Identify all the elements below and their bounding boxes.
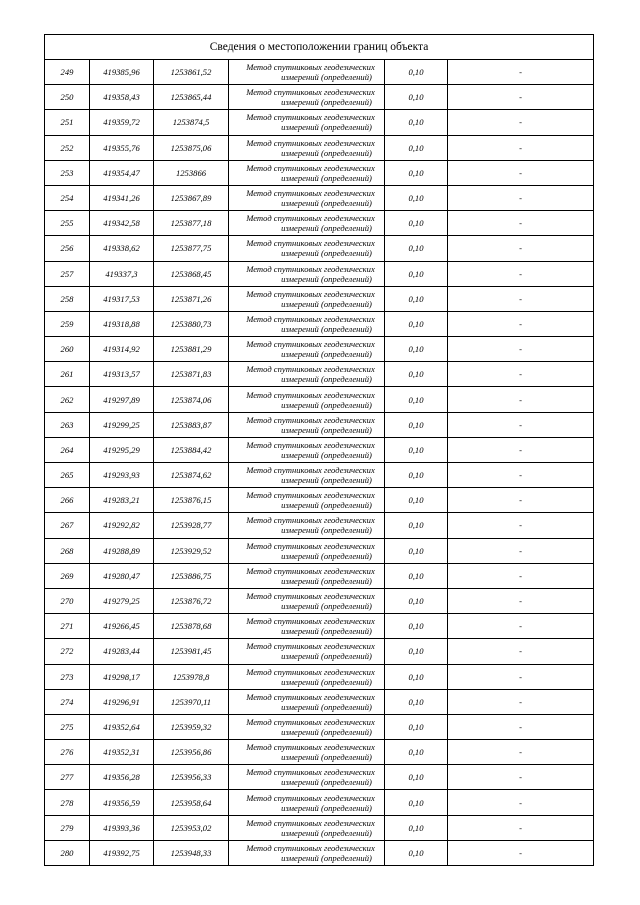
- method-line-2: измерений (определений): [281, 374, 372, 385]
- method-line-2: измерений (определений): [281, 97, 372, 108]
- precision: 0,10: [385, 85, 448, 110]
- table-row: [45, 488, 594, 513]
- method-cell: [229, 211, 385, 236]
- coordinate-y: 1253876,15: [154, 488, 229, 513]
- description-dash: -: [448, 463, 594, 488]
- description-dash: -: [448, 614, 594, 639]
- point-number: 270: [45, 588, 90, 613]
- coordinate-y: 1253956,33: [154, 765, 229, 790]
- method-line-1: Метод спутниковых геодезических: [246, 137, 375, 148]
- table-row: [45, 614, 594, 639]
- table-row: [45, 765, 594, 790]
- method-cell: [229, 588, 385, 613]
- point-number: 276: [45, 740, 90, 765]
- method-line-2: измерений (определений): [281, 475, 372, 486]
- method-line-1: Метод спутниковых геодезических: [246, 288, 375, 299]
- coordinate-x: 419288,89: [90, 538, 154, 563]
- description-dash: -: [448, 815, 594, 840]
- description-dash: -: [448, 60, 594, 85]
- method-line-2: измерений (определений): [281, 172, 372, 183]
- coordinate-y: 1253958,64: [154, 790, 229, 815]
- description-dash: -: [448, 387, 594, 412]
- method-line-2: измерений (определений): [281, 424, 372, 435]
- point-number: 256: [45, 236, 90, 261]
- precision: 0,10: [385, 790, 448, 815]
- precision: 0,10: [385, 261, 448, 286]
- table-row: [45, 261, 594, 286]
- coordinate-x: 419356,59: [90, 790, 154, 815]
- coordinate-y: 1253874,06: [154, 387, 229, 412]
- method-line-1: Метод спутниковых геодезических: [246, 313, 375, 324]
- table-row: [45, 311, 594, 336]
- description-dash: -: [448, 689, 594, 714]
- point-number: 265: [45, 463, 90, 488]
- method-cell: [229, 160, 385, 185]
- description-dash: -: [448, 412, 594, 437]
- description-dash: -: [448, 185, 594, 210]
- table-row: [45, 664, 594, 689]
- method-cell: [229, 261, 385, 286]
- coordinate-x: 419352,64: [90, 714, 154, 739]
- table-row: [45, 286, 594, 311]
- method-line-1: Метод спутниковых геодезических: [246, 616, 375, 627]
- coordinate-y: 1253956,86: [154, 740, 229, 765]
- coordinate-y: 1253953,02: [154, 815, 229, 840]
- method-line-2: измерений (определений): [281, 323, 372, 334]
- coordinate-x: 419283,44: [90, 639, 154, 664]
- coordinate-y: 1253884,42: [154, 437, 229, 462]
- coordinate-x: 419283,21: [90, 488, 154, 513]
- coordinate-x: 419341,26: [90, 185, 154, 210]
- description-dash: -: [448, 110, 594, 135]
- table-row: [45, 85, 594, 110]
- description-dash: -: [448, 513, 594, 538]
- method-line-1: Метод спутниковых геодезических: [246, 414, 375, 425]
- method-line-2: измерений (определений): [281, 726, 372, 737]
- coordinate-x: 419356,28: [90, 765, 154, 790]
- table-row: [45, 790, 594, 815]
- coordinate-y: 1253929,52: [154, 538, 229, 563]
- table-row: [45, 110, 594, 135]
- coordinate-y: 1253865,44: [154, 85, 229, 110]
- description-dash: -: [448, 337, 594, 362]
- method-line-1: Метод спутниковых геодезических: [246, 565, 375, 576]
- description-dash: -: [448, 563, 594, 588]
- method-line-1: Метод спутниковых геодезических: [246, 792, 375, 803]
- table-row: [45, 211, 594, 236]
- coordinate-x: 419314,92: [90, 337, 154, 362]
- precision: 0,10: [385, 488, 448, 513]
- point-number: 275: [45, 714, 90, 739]
- method-line-2: измерений (определений): [281, 550, 372, 561]
- point-number: 259: [45, 311, 90, 336]
- method-line-1: Метод спутниковых геодезических: [246, 666, 375, 677]
- method-line-1: Метод спутниковых геодезических: [246, 641, 375, 652]
- method-line-2: измерений (определений): [281, 701, 372, 712]
- coordinate-y: 1253871,26: [154, 286, 229, 311]
- method-cell: [229, 714, 385, 739]
- coordinate-y: 1253948,33: [154, 840, 229, 865]
- point-number: 277: [45, 765, 90, 790]
- coordinate-y: 1253886,75: [154, 563, 229, 588]
- method-line-1: Метод спутниковых геодезических: [246, 87, 375, 98]
- coordinate-x: 419337,3: [90, 261, 154, 286]
- method-line-2: измерений (определений): [281, 500, 372, 511]
- coordinate-x: 419298,17: [90, 664, 154, 689]
- description-dash: -: [448, 160, 594, 185]
- coordinate-y: 1253867,89: [154, 185, 229, 210]
- method-cell: [229, 463, 385, 488]
- method-line-2: измерений (определений): [281, 273, 372, 284]
- method-cell: [229, 387, 385, 412]
- table-row: [45, 185, 594, 210]
- description-dash: -: [448, 286, 594, 311]
- method-cell: [229, 236, 385, 261]
- precision: 0,10: [385, 639, 448, 664]
- method-line-2: измерений (определений): [281, 601, 372, 612]
- coordinate-x: 419266,45: [90, 614, 154, 639]
- coordinate-x: 419355,76: [90, 135, 154, 160]
- precision: 0,10: [385, 311, 448, 336]
- method-line-1: Метод спутниковых геодезических: [246, 364, 375, 375]
- table-row: [45, 639, 594, 664]
- point-number: 274: [45, 689, 90, 714]
- coordinate-y: 1253883,87: [154, 412, 229, 437]
- method-line-1: Метод спутниковых геодезических: [246, 162, 375, 173]
- method-cell: [229, 815, 385, 840]
- method-line-1: Метод спутниковых геодезических: [246, 591, 375, 602]
- method-line-1: Метод спутниковых геодезических: [246, 842, 375, 853]
- table-row: [45, 689, 594, 714]
- description-dash: -: [448, 538, 594, 563]
- table-row: [45, 588, 594, 613]
- description-dash: -: [448, 664, 594, 689]
- coordinate-x: 419338,62: [90, 236, 154, 261]
- description-dash: -: [448, 311, 594, 336]
- method-line-2: измерений (определений): [281, 525, 372, 536]
- method-line-2: измерений (определений): [281, 198, 372, 209]
- description-dash: -: [448, 740, 594, 765]
- precision: 0,10: [385, 135, 448, 160]
- description-dash: -: [448, 236, 594, 261]
- coordinate-x: 419295,29: [90, 437, 154, 462]
- precision: 0,10: [385, 185, 448, 210]
- coordinate-x: 419352,31: [90, 740, 154, 765]
- method-line-2: измерений (определений): [281, 651, 372, 662]
- point-number: 278: [45, 790, 90, 815]
- point-number: 272: [45, 639, 90, 664]
- coordinate-y: 1253874,5: [154, 110, 229, 135]
- precision: 0,10: [385, 362, 448, 387]
- coordinate-x: 419393,36: [90, 815, 154, 840]
- coordinate-x: 419342,58: [90, 211, 154, 236]
- coordinate-x: 419318,88: [90, 311, 154, 336]
- method-line-1: Метод спутниковых геодезических: [246, 742, 375, 753]
- method-line-2: измерений (определений): [281, 852, 372, 863]
- precision: 0,10: [385, 60, 448, 85]
- method-line-2: измерений (определений): [281, 248, 372, 259]
- method-line-2: измерений (определений): [281, 122, 372, 133]
- coordinate-x: 419279,25: [90, 588, 154, 613]
- table-row: [45, 563, 594, 588]
- point-number: 267: [45, 513, 90, 538]
- coordinate-x: 419293,93: [90, 463, 154, 488]
- point-number: 254: [45, 185, 90, 210]
- method-line-2: измерений (определений): [281, 802, 372, 813]
- method-line-1: Метод спутниковых геодезических: [246, 716, 375, 727]
- point-number: 263: [45, 412, 90, 437]
- method-cell: [229, 765, 385, 790]
- precision: 0,10: [385, 337, 448, 362]
- method-cell: [229, 488, 385, 513]
- table-row: [45, 840, 594, 865]
- method-cell: [229, 311, 385, 336]
- precision: 0,10: [385, 513, 448, 538]
- description-dash: -: [448, 790, 594, 815]
- coordinate-y: 1253868,45: [154, 261, 229, 286]
- method-line-2: измерений (определений): [281, 298, 372, 309]
- precision: 0,10: [385, 538, 448, 563]
- method-cell: [229, 286, 385, 311]
- method-cell: [229, 513, 385, 538]
- precision: 0,10: [385, 689, 448, 714]
- method-line-2: измерений (определений): [281, 676, 372, 687]
- boundary-coordinates-table: [44, 34, 594, 866]
- point-number: 252: [45, 135, 90, 160]
- method-cell: [229, 614, 385, 639]
- precision: 0,10: [385, 815, 448, 840]
- coordinate-y: 1253877,75: [154, 236, 229, 261]
- point-number: 268: [45, 538, 90, 563]
- point-number: 258: [45, 286, 90, 311]
- coordinate-x: 419354,47: [90, 160, 154, 185]
- method-cell: [229, 60, 385, 85]
- precision: 0,10: [385, 614, 448, 639]
- table-row: [45, 538, 594, 563]
- precision: 0,10: [385, 740, 448, 765]
- table-row: [45, 387, 594, 412]
- description-dash: -: [448, 437, 594, 462]
- method-line-2: измерений (определений): [281, 349, 372, 360]
- coordinate-y: 1253861,52: [154, 60, 229, 85]
- method-cell: [229, 412, 385, 437]
- precision: 0,10: [385, 714, 448, 739]
- precision: 0,10: [385, 765, 448, 790]
- method-line-1: Метод спутниковых геодезических: [246, 389, 375, 400]
- table-row: [45, 463, 594, 488]
- method-line-1: Метод спутниковых геодезических: [246, 817, 375, 828]
- table-row: [45, 160, 594, 185]
- method-line-1: Метод спутниковых геодезических: [246, 339, 375, 350]
- table-row: [45, 412, 594, 437]
- coordinate-y: 1253959,32: [154, 714, 229, 739]
- method-cell: [229, 538, 385, 563]
- method-line-2: измерений (определений): [281, 626, 372, 637]
- point-number: 250: [45, 85, 90, 110]
- method-cell: [229, 337, 385, 362]
- precision: 0,10: [385, 211, 448, 236]
- point-number: 253: [45, 160, 90, 185]
- table-row: [45, 513, 594, 538]
- method-line-1: Метод спутниковых геодезических: [246, 112, 375, 123]
- coordinate-y: 1253876,72: [154, 588, 229, 613]
- coordinate-x: 419280,47: [90, 563, 154, 588]
- table-row: [45, 362, 594, 387]
- description-dash: -: [448, 639, 594, 664]
- description-dash: -: [448, 135, 594, 160]
- coordinate-y: 1253881,29: [154, 337, 229, 362]
- coordinate-y: 1253866: [154, 160, 229, 185]
- method-line-1: Метод спутниковых геодезических: [246, 691, 375, 702]
- precision: 0,10: [385, 563, 448, 588]
- precision: 0,10: [385, 437, 448, 462]
- method-line-1: Метод спутниковых геодезических: [246, 213, 375, 224]
- coordinate-y: 1253871,83: [154, 362, 229, 387]
- point-number: 266: [45, 488, 90, 513]
- precision: 0,10: [385, 840, 448, 865]
- point-number: 249: [45, 60, 90, 85]
- method-cell: [229, 110, 385, 135]
- method-line-1: Метод спутниковых геодезических: [246, 515, 375, 526]
- point-number: 264: [45, 437, 90, 462]
- coordinate-x: 419359,72: [90, 110, 154, 135]
- coordinate-x: 419299,25: [90, 412, 154, 437]
- point-number: 280: [45, 840, 90, 865]
- precision: 0,10: [385, 412, 448, 437]
- coordinate-x: 419296,91: [90, 689, 154, 714]
- method-line-1: Метод спутниковых геодезических: [246, 540, 375, 551]
- point-number: 273: [45, 664, 90, 689]
- coordinate-x: 419392,75: [90, 840, 154, 865]
- point-number: 255: [45, 211, 90, 236]
- precision: 0,10: [385, 286, 448, 311]
- description-dash: -: [448, 261, 594, 286]
- description-dash: -: [448, 85, 594, 110]
- method-cell: [229, 664, 385, 689]
- coordinate-y: 1253981,45: [154, 639, 229, 664]
- coordinate-x: 419358,43: [90, 85, 154, 110]
- point-number: 262: [45, 387, 90, 412]
- method-cell: [229, 135, 385, 160]
- method-line-1: Метод спутниковых геодезических: [246, 767, 375, 778]
- method-cell: [229, 639, 385, 664]
- coordinate-x: 419313,57: [90, 362, 154, 387]
- method-line-1: Метод спутниковых геодезических: [246, 62, 375, 73]
- method-cell: [229, 563, 385, 588]
- method-line-1: Метод спутниковых геодезических: [246, 439, 375, 450]
- coordinate-y: 1253878,68: [154, 614, 229, 639]
- description-dash: -: [448, 362, 594, 387]
- precision: 0,10: [385, 387, 448, 412]
- precision: 0,10: [385, 110, 448, 135]
- method-line-2: измерений (определений): [281, 399, 372, 410]
- description-dash: -: [448, 765, 594, 790]
- method-line-1: Метод спутниковых геодезических: [246, 263, 375, 274]
- point-number: 260: [45, 337, 90, 362]
- coordinate-x: 419297,89: [90, 387, 154, 412]
- precision: 0,10: [385, 236, 448, 261]
- table-row: [45, 815, 594, 840]
- table-row: [45, 60, 594, 85]
- precision: 0,10: [385, 463, 448, 488]
- table-row: [45, 714, 594, 739]
- method-line-2: измерений (определений): [281, 827, 372, 838]
- method-cell: [229, 689, 385, 714]
- table-row: [45, 337, 594, 362]
- method-line-2: измерений (определений): [281, 449, 372, 460]
- table-row: [45, 135, 594, 160]
- method-line-1: Метод спутниковых геодезических: [246, 490, 375, 501]
- point-number: 257: [45, 261, 90, 286]
- document-sheet: [44, 34, 593, 866]
- method-line-1: Метод спутниковых геодезических: [246, 188, 375, 199]
- method-cell: [229, 185, 385, 210]
- method-line-2: измерений (определений): [281, 147, 372, 158]
- point-number: 271: [45, 614, 90, 639]
- method-line-1: Метод спутниковых геодезических: [246, 238, 375, 249]
- coordinate-x: 419317,53: [90, 286, 154, 311]
- description-dash: -: [448, 488, 594, 513]
- point-number: 279: [45, 815, 90, 840]
- precision: 0,10: [385, 588, 448, 613]
- table-title: Сведения о местоположении границ объекта: [45, 35, 594, 60]
- description-dash: -: [448, 714, 594, 739]
- description-dash: -: [448, 588, 594, 613]
- method-cell: [229, 85, 385, 110]
- table-title-row: [45, 35, 594, 60]
- precision: 0,10: [385, 160, 448, 185]
- description-dash: -: [448, 211, 594, 236]
- coordinate-y: 1253928,77: [154, 513, 229, 538]
- method-line-2: измерений (определений): [281, 752, 372, 763]
- method-line-2: измерений (определений): [281, 777, 372, 788]
- table-row: [45, 437, 594, 462]
- table-row: [45, 236, 594, 261]
- coordinate-y: 1253875,06: [154, 135, 229, 160]
- method-line-1: Метод спутниковых геодезических: [246, 465, 375, 476]
- precision: 0,10: [385, 664, 448, 689]
- method-line-2: измерений (определений): [281, 72, 372, 83]
- method-line-2: измерений (определений): [281, 223, 372, 234]
- coordinate-y: 1253978,8: [154, 664, 229, 689]
- description-dash: -: [448, 840, 594, 865]
- coordinate-y: 1253874,62: [154, 463, 229, 488]
- point-number: 261: [45, 362, 90, 387]
- coordinate-y: 1253877,18: [154, 211, 229, 236]
- method-line-2: измерений (определений): [281, 575, 372, 586]
- point-number: 251: [45, 110, 90, 135]
- coordinate-x: 419385,96: [90, 60, 154, 85]
- coordinate-y: 1253880,73: [154, 311, 229, 336]
- method-cell: [229, 437, 385, 462]
- method-cell: [229, 740, 385, 765]
- method-cell: [229, 840, 385, 865]
- coordinate-x: 419292,82: [90, 513, 154, 538]
- coordinate-y: 1253970,11: [154, 689, 229, 714]
- method-cell: [229, 790, 385, 815]
- table-row: [45, 740, 594, 765]
- point-number: 269: [45, 563, 90, 588]
- method-cell: [229, 362, 385, 387]
